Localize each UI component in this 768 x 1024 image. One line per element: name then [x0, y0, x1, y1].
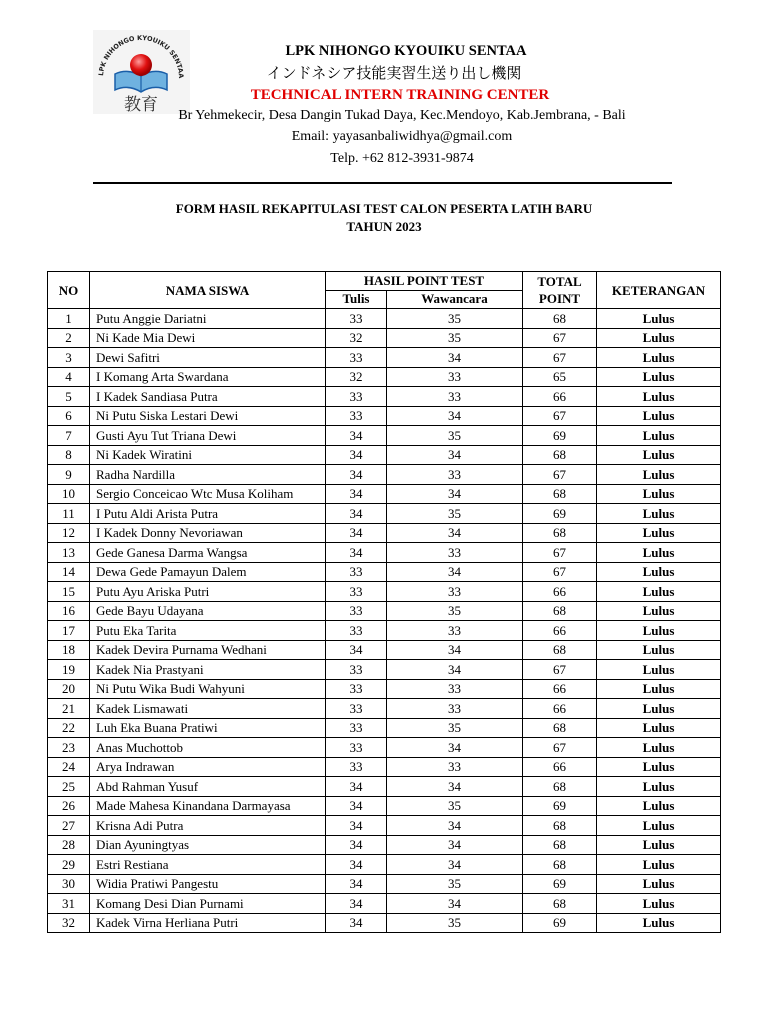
address: Br Yehmekecir, Desa Dangin Tukad Daya, Kec.Mendoyo, Kab.Jembrana, - Bali	[178, 108, 626, 123]
cell-wawancara: 34	[387, 855, 523, 875]
cell-tulis: 34	[326, 504, 387, 524]
cell-tulis: 32	[326, 328, 387, 348]
cell-no: 8	[48, 445, 90, 465]
cell-total: 68	[523, 855, 597, 875]
cell-tulis: 33	[326, 679, 387, 699]
cell-no: 1	[48, 309, 90, 329]
cell-no: 30	[48, 874, 90, 894]
cell-no: 23	[48, 738, 90, 758]
cell-no: 31	[48, 894, 90, 914]
cell-tulis: 34	[326, 913, 387, 933]
table-row	[48, 660, 721, 680]
cell-nama: Dewa Gede Pamayun Dalem	[90, 562, 326, 582]
cell-nama: Gede Bayu Udayana	[90, 601, 326, 621]
cell-keterangan: Lulus	[597, 523, 721, 543]
cell-keterangan: Lulus	[597, 855, 721, 875]
cell-total: 69	[523, 796, 597, 816]
cell-keterangan: Lulus	[597, 328, 721, 348]
cell-wawancara: 35	[387, 504, 523, 524]
cell-wawancara: 34	[387, 894, 523, 914]
cell-total: 68	[523, 484, 597, 504]
table-row	[48, 484, 721, 504]
table-row	[48, 601, 721, 621]
cell-total: 69	[523, 426, 597, 446]
cell-no: 6	[48, 406, 90, 426]
cell-tulis: 33	[326, 582, 387, 602]
table-row	[48, 640, 721, 660]
table-row	[48, 913, 721, 933]
cell-tulis: 33	[326, 348, 387, 368]
cell-keterangan: Lulus	[597, 796, 721, 816]
cell-total: 65	[523, 367, 597, 387]
cell-total: 67	[523, 660, 597, 680]
table-row	[48, 874, 721, 894]
cell-nama: Dian Ayuningtyas	[90, 835, 326, 855]
cell-nama: Komang Desi Dian Purnami	[90, 894, 326, 914]
cell-keterangan: Lulus	[597, 874, 721, 894]
cell-wawancara: 33	[387, 699, 523, 719]
cell-tulis: 32	[326, 367, 387, 387]
table-row	[48, 328, 721, 348]
cell-tulis: 34	[326, 835, 387, 855]
cell-wawancara: 34	[387, 348, 523, 368]
cell-nama: Made Mahesa Kinandana Darmayasa	[90, 796, 326, 816]
cell-nama: Kadek Devira Purnama Wedhani	[90, 640, 326, 660]
table-row	[48, 504, 721, 524]
table-row	[48, 445, 721, 465]
table-row	[48, 894, 721, 914]
table-row	[48, 699, 721, 719]
table-row	[48, 738, 721, 758]
cell-total: 68	[523, 309, 597, 329]
cell-wawancara: 35	[387, 796, 523, 816]
cell-no: 12	[48, 523, 90, 543]
cell-keterangan: Lulus	[597, 913, 721, 933]
cell-no: 5	[48, 387, 90, 407]
table-row	[48, 387, 721, 407]
cell-keterangan: Lulus	[597, 738, 721, 758]
cell-nama: Ni Putu Siska Lestari Dewi	[90, 406, 326, 426]
cell-wawancara: 34	[387, 816, 523, 836]
cell-no: 14	[48, 562, 90, 582]
cell-nama: Gede Ganesa Darma Wangsa	[90, 543, 326, 563]
table-row	[48, 796, 721, 816]
cell-keterangan: Lulus	[597, 777, 721, 797]
cell-wawancara: 34	[387, 484, 523, 504]
cell-nama: Arya Indrawan	[90, 757, 326, 777]
results-table	[47, 271, 721, 933]
cell-total: 68	[523, 816, 597, 836]
header-no: NO	[48, 272, 90, 309]
cell-total: 69	[523, 913, 597, 933]
cell-keterangan: Lulus	[597, 309, 721, 329]
table-row	[48, 523, 721, 543]
table-row	[48, 465, 721, 485]
cell-tulis: 34	[326, 523, 387, 543]
cell-wawancara: 33	[387, 367, 523, 387]
cell-nama: Abd Rahman Yusuf	[90, 777, 326, 797]
org-name: LPK NIHONGO KYOUIKU SENTAA	[285, 43, 527, 59]
cell-nama: Ni Kade Mia Dewi	[90, 328, 326, 348]
cell-wawancara: 34	[387, 777, 523, 797]
cell-tulis: 34	[326, 484, 387, 504]
table-row	[48, 757, 721, 777]
cell-keterangan: Lulus	[597, 679, 721, 699]
cell-keterangan: Lulus	[597, 640, 721, 660]
cell-nama: Dewi Safitri	[90, 348, 326, 368]
cell-nama: I Komang Arta Swardana	[90, 367, 326, 387]
cell-nama: Estri Restiana	[90, 855, 326, 875]
cell-tulis: 33	[326, 406, 387, 426]
table-row	[48, 367, 721, 387]
cell-total: 68	[523, 445, 597, 465]
cell-nama: I Kadek Sandiasa Putra	[90, 387, 326, 407]
cell-tulis: 34	[326, 543, 387, 563]
cell-keterangan: Lulus	[597, 601, 721, 621]
cell-nama: Kadek Lismawati	[90, 699, 326, 719]
cell-tulis: 33	[326, 738, 387, 758]
cell-total: 68	[523, 718, 597, 738]
cell-nama: Kadek Virna Herliana Putri	[90, 913, 326, 933]
cell-keterangan: Lulus	[597, 445, 721, 465]
cell-tulis: 33	[326, 699, 387, 719]
cell-no: 24	[48, 757, 90, 777]
cell-tulis: 34	[326, 855, 387, 875]
cell-no: 18	[48, 640, 90, 660]
cell-no: 4	[48, 367, 90, 387]
cell-keterangan: Lulus	[597, 835, 721, 855]
cell-nama: Ni Putu Wika Budi Wahyuni	[90, 679, 326, 699]
cell-total: 68	[523, 523, 597, 543]
cell-nama: Widia Pratiwi Pangestu	[90, 874, 326, 894]
cell-total: 66	[523, 679, 597, 699]
table-row	[48, 816, 721, 836]
cell-tulis: 34	[326, 816, 387, 836]
cell-total: 66	[523, 757, 597, 777]
header-keterangan: KETERANGAN	[597, 272, 721, 309]
cell-keterangan: Lulus	[597, 718, 721, 738]
cell-tulis: 33	[326, 387, 387, 407]
cell-tulis: 33	[326, 621, 387, 641]
cell-total: 67	[523, 348, 597, 368]
cell-wawancara: 35	[387, 874, 523, 894]
form-title: FORM HASIL REKAPITULASI TEST CALON PESERTA LATIH BARU	[175, 201, 593, 216]
svg-text:LPK NIHONGO KYOUIKU SENTAA: LPK NIHONGO KYOUIKU SENTAA	[97, 33, 186, 79]
cell-wawancara: 34	[387, 445, 523, 465]
cell-nama: Anas Muchottob	[90, 738, 326, 758]
cell-tulis: 34	[326, 465, 387, 485]
cell-tulis: 33	[326, 562, 387, 582]
cell-no: 21	[48, 699, 90, 719]
cell-tulis: 33	[326, 718, 387, 738]
cell-no: 2	[48, 328, 90, 348]
center-name: TECHNICAL INTERN TRAINING CENTER	[250, 87, 550, 103]
cell-wawancara: 33	[387, 679, 523, 699]
cell-total: 66	[523, 582, 597, 602]
header-total	[523, 272, 597, 309]
cell-total: 68	[523, 777, 597, 797]
cell-no: 9	[48, 465, 90, 485]
form-year: TAHUN 2023	[346, 219, 422, 234]
cell-nama: Kadek Nia Prastyani	[90, 660, 326, 680]
cell-no: 20	[48, 679, 90, 699]
cell-tulis: 33	[326, 601, 387, 621]
cell-no: 27	[48, 816, 90, 836]
cell-wawancara: 35	[387, 718, 523, 738]
cell-total: 66	[523, 621, 597, 641]
cell-keterangan: Lulus	[597, 406, 721, 426]
cell-no: 29	[48, 855, 90, 875]
cell-wawancara: 34	[387, 738, 523, 758]
cell-total: 67	[523, 406, 597, 426]
cell-wawancara: 34	[387, 523, 523, 543]
cell-no: 15	[48, 582, 90, 602]
cell-nama: Krisna Adi Putra	[90, 816, 326, 836]
cell-no: 16	[48, 601, 90, 621]
cell-nama: I Putu Aldi Arista Putra	[90, 504, 326, 524]
cell-tulis: 33	[326, 309, 387, 329]
cell-wawancara: 33	[387, 621, 523, 641]
cell-wawancara: 34	[387, 562, 523, 582]
cell-keterangan: Lulus	[597, 816, 721, 836]
cell-no: 32	[48, 913, 90, 933]
table-row	[48, 309, 721, 329]
cell-wawancara: 35	[387, 913, 523, 933]
cell-tulis: 34	[326, 426, 387, 446]
cell-wawancara: 33	[387, 543, 523, 563]
cell-wawancara: 34	[387, 835, 523, 855]
cell-keterangan: Lulus	[597, 699, 721, 719]
cell-tulis: 33	[326, 660, 387, 680]
logo-kanji: 教育	[124, 95, 158, 114]
header-total-line1: TOTAL	[537, 274, 582, 289]
cell-wawancara: 35	[387, 328, 523, 348]
cell-wawancara: 33	[387, 582, 523, 602]
cell-nama: Radha Nardilla	[90, 465, 326, 485]
table-row	[48, 777, 721, 797]
cell-keterangan: Lulus	[597, 621, 721, 641]
cell-tulis: 34	[326, 445, 387, 465]
cell-wawancara: 34	[387, 640, 523, 660]
cell-no: 13	[48, 543, 90, 563]
cell-keterangan: Lulus	[597, 543, 721, 563]
cell-no: 28	[48, 835, 90, 855]
table-row	[48, 426, 721, 446]
cell-nama: I Kadek Donny Nevoriawan	[90, 523, 326, 543]
cell-nama: Putu Anggie Dariatni	[90, 309, 326, 329]
cell-keterangan: Lulus	[597, 660, 721, 680]
cell-no: 7	[48, 426, 90, 446]
cell-tulis: 34	[326, 874, 387, 894]
cell-wawancara: 35	[387, 601, 523, 621]
cell-total: 67	[523, 328, 597, 348]
table-row	[48, 406, 721, 426]
cell-no: 10	[48, 484, 90, 504]
cell-total: 68	[523, 601, 597, 621]
cell-tulis: 34	[326, 894, 387, 914]
cell-tulis: 33	[326, 757, 387, 777]
table-row	[48, 855, 721, 875]
email: Email: yayasanbaliwidhya@gmail.com	[291, 129, 513, 144]
header-tulis: Tulis	[326, 290, 387, 309]
cell-keterangan: Lulus	[597, 582, 721, 602]
cell-keterangan: Lulus	[597, 484, 721, 504]
cell-tulis: 34	[326, 777, 387, 797]
cell-total: 67	[523, 562, 597, 582]
header-hasil: HASIL POINT TEST	[326, 272, 523, 291]
cell-no: 25	[48, 777, 90, 797]
cell-nama: Luh Eka Buana Pratiwi	[90, 718, 326, 738]
cell-total: 68	[523, 894, 597, 914]
cell-wawancara: 35	[387, 426, 523, 446]
cell-total: 69	[523, 504, 597, 524]
cell-nama: Putu Eka Tarita	[90, 621, 326, 641]
header-divider	[93, 182, 672, 184]
cell-keterangan: Lulus	[597, 367, 721, 387]
cell-total: 66	[523, 387, 597, 407]
cell-no: 11	[48, 504, 90, 524]
header-nama: NAMA SISWA	[90, 272, 326, 309]
cell-wawancara: 34	[387, 406, 523, 426]
header-wawancara: Wawancara	[387, 290, 523, 309]
cell-wawancara: 34	[387, 660, 523, 680]
cell-keterangan: Lulus	[597, 387, 721, 407]
org-name-jp: インドネシア技能実習生送り出し機関	[266, 64, 522, 82]
cell-nama: Putu Ayu Ariska Putri	[90, 582, 326, 602]
cell-wawancara: 33	[387, 757, 523, 777]
cell-wawancara: 35	[387, 309, 523, 329]
cell-keterangan: Lulus	[597, 348, 721, 368]
cell-tulis: 34	[326, 640, 387, 660]
cell-wawancara: 33	[387, 465, 523, 485]
table-row	[48, 621, 721, 641]
table-row	[48, 582, 721, 602]
cell-no: 22	[48, 718, 90, 738]
cell-no: 19	[48, 660, 90, 680]
cell-keterangan: Lulus	[597, 426, 721, 446]
table-row	[48, 718, 721, 738]
cell-keterangan: Lulus	[597, 504, 721, 524]
cell-keterangan: Lulus	[597, 757, 721, 777]
cell-total: 67	[523, 543, 597, 563]
cell-no: 26	[48, 796, 90, 816]
cell-keterangan: Lulus	[597, 562, 721, 582]
cell-total: 66	[523, 699, 597, 719]
table-row	[48, 679, 721, 699]
table-row	[48, 835, 721, 855]
cell-wawancara: 33	[387, 387, 523, 407]
cell-tulis: 34	[326, 796, 387, 816]
table-row	[48, 543, 721, 563]
cell-total: 68	[523, 640, 597, 660]
telephone: Telp. +62 812-3931-9874	[330, 151, 474, 166]
cell-keterangan: Lulus	[597, 465, 721, 485]
cell-no: 3	[48, 348, 90, 368]
cell-nama: Sergio Conceicao Wtc Musa Koliham	[90, 484, 326, 504]
cell-nama: Gusti Ayu Tut Triana Dewi	[90, 426, 326, 446]
cell-nama: Ni Kadek Wiratini	[90, 445, 326, 465]
cell-total: 67	[523, 738, 597, 758]
cell-keterangan: Lulus	[597, 894, 721, 914]
cell-total: 68	[523, 835, 597, 855]
cell-total: 69	[523, 874, 597, 894]
table-row	[48, 348, 721, 368]
cell-no: 17	[48, 621, 90, 641]
table-row	[48, 562, 721, 582]
cell-total: 67	[523, 465, 597, 485]
header-total-line2: POINT	[538, 291, 581, 306]
